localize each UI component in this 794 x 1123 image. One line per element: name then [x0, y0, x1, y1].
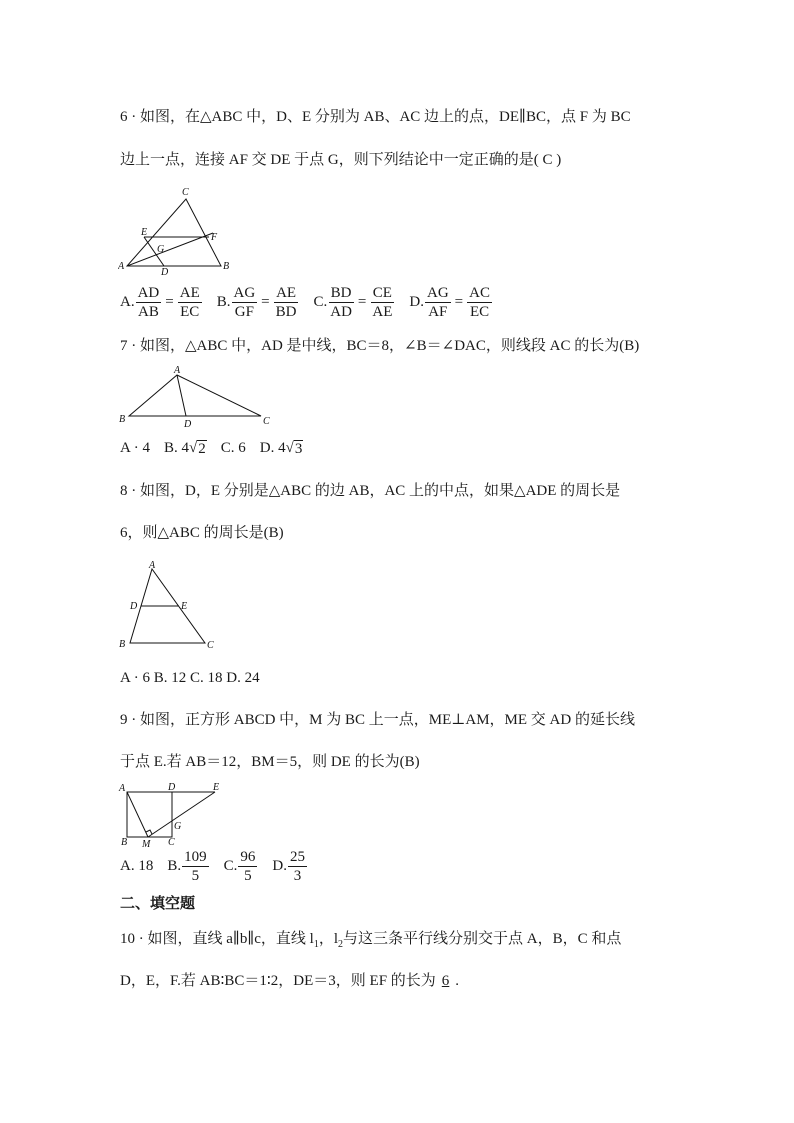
q7-label-c: C [263, 416, 270, 427]
q9-right-angle-mark [146, 830, 152, 834]
q7-option-b: B. 4 √ 2 [164, 440, 206, 457]
q7-label-b: B [119, 414, 126, 425]
q10-answer: 6 [441, 973, 450, 989]
q8-label-b: B [119, 639, 126, 650]
q8-text-line2: 6，则△ABC 的周长是(B) [120, 525, 284, 541]
q7-options [120, 440, 317, 457]
q6-label-f: F [211, 232, 218, 243]
q8-label-e: E [181, 601, 188, 612]
q8-options: A · 6 B. 12 C. 18 D. 24 [120, 670, 260, 686]
q6-option-a: A. $\frac{AD}{AB}$ = $\frac{AE}{EC}$ [120, 285, 200, 320]
q9-option-b: B. $\frac{109}{5}$ [167, 849, 207, 884]
section-title-fill-in: 二、填空题 [120, 894, 196, 912]
q7-text-line1: 7 · 如图，△ABC 中，AD 是中线，BC＝8，∠B＝∠DAC，则线段 AC 的长为(B) [120, 338, 640, 354]
q7-label-d: D [184, 419, 192, 430]
q8-label-a: A [149, 560, 156, 571]
q8-figure [118, 558, 223, 654]
q9-option-c: C. $\frac{96}{5}$ [223, 849, 256, 884]
q8-text-line1: 8 · 如图，D，E 分别是△ABC 的边 AB，AC 上的中点，如果△ADE 的周长是 [120, 483, 621, 499]
q6-figure [118, 184, 238, 276]
q9-options [120, 848, 322, 885]
q9-option-a: A. 18 [120, 858, 154, 874]
q9-text-line2: 于点 E.若 AB＝12，BM＝5，则 DE 的长为(B) [120, 754, 420, 770]
q10-text-line2: D，E，F.若 AB∶BC＝1∶2，DE＝3，则 EF 的长为 6 . [120, 973, 460, 989]
q7-segment-ad [177, 375, 186, 416]
q6-option-b: B. $\frac{AG}{GF}$ = $\frac{AE}{BD}$ [216, 285, 297, 320]
q6-label-b: B [223, 261, 230, 272]
q9-label-d: D [168, 782, 176, 793]
q9-figure [118, 781, 230, 849]
q7-option-d: D. 4 √ 3 [259, 440, 303, 457]
q6-option-d: D. $\frac{AG}{AF}$ = $\frac{AC}{EC}$ [409, 285, 490, 320]
q9-label-m: M [142, 839, 151, 849]
q6-label-g: G [157, 244, 165, 255]
q9-label-b: B [121, 837, 128, 848]
q7-option-c: C. 6 [220, 440, 246, 456]
q6-label-d: D [161, 267, 169, 276]
q9-label-c: C [168, 837, 175, 848]
q9-segment-me [148, 792, 215, 837]
q7-triangle-abc [129, 375, 261, 416]
q8-label-c: C [207, 640, 214, 651]
q6-option-c: C. $\frac{BD}{AD}$ = $\frac{CE}{AE}$ [313, 285, 393, 320]
q8-label-d: D [130, 601, 138, 612]
q6-text-line1: 6 · 如图，在△ABC 中，D、E 分别为 AB、AC 边上的点，DE∥BC，点 F 为 BC [120, 109, 631, 125]
q6-segment-af [127, 233, 213, 266]
q6-text-line2: 边上一点，连接 AF 交 DE 于点 G，则下列结论中一定正确的是( C ) [120, 152, 562, 168]
q9-option-d: D. $\frac{25}{3}$ [272, 849, 305, 884]
q9-segment-am [127, 792, 148, 837]
q6-options [120, 284, 507, 321]
q9-text-line1: 9 · 如图，正方形 ABCD 中，M 为 BC 上一点，ME⊥AM，ME 交 AD 的延长线 [120, 712, 635, 728]
q6-label-c: C [182, 187, 189, 198]
q7-label-a: A [174, 365, 181, 376]
q9-label-g: G [174, 821, 182, 832]
q7-figure [118, 364, 278, 430]
q7-option-a: A · 4 [120, 440, 150, 456]
q9-label-e: E [213, 782, 220, 793]
q6-label-e: E [141, 227, 148, 238]
q6-label-a: A [118, 261, 125, 272]
q10-text-line1: 10 · 如图，直线 a∥b∥c，直线 $l_1$，$l_2$与这三条平行线分别交于点 A，B，C 和点 [120, 931, 622, 950]
q9-label-a: A [119, 783, 126, 794]
